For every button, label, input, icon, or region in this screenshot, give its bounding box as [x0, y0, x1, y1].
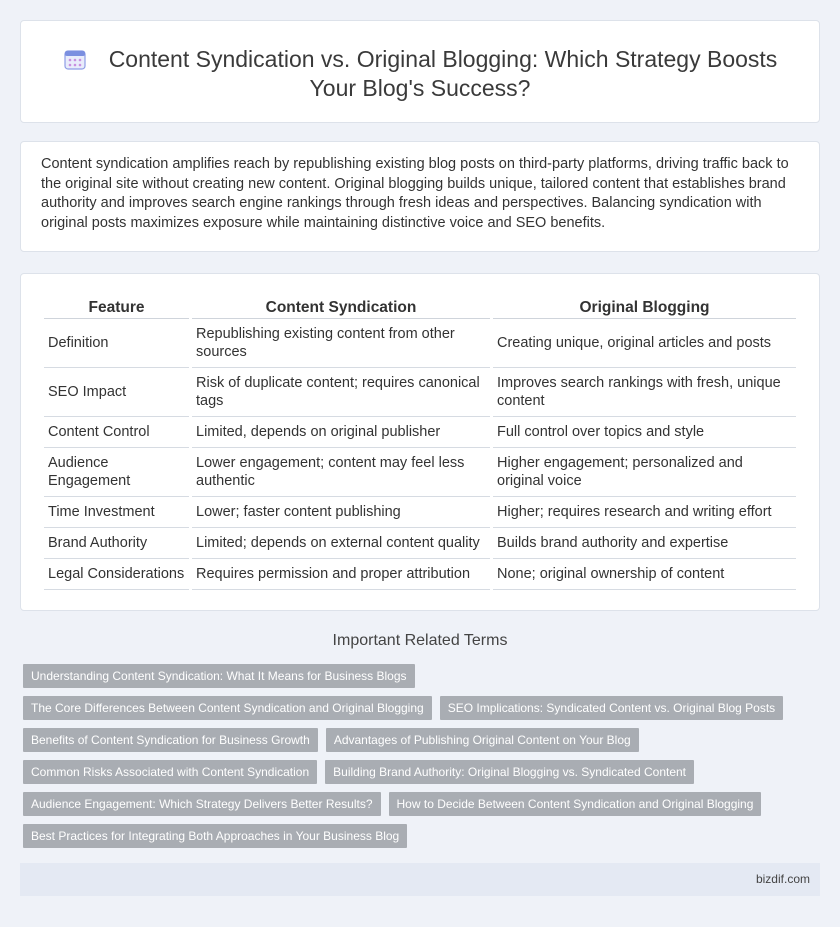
original-cell: Builds brand authority and expertise: [493, 528, 796, 559]
syndication-cell: Republishing existing content from other sources: [192, 319, 490, 368]
original-cell: Full control over topics and style: [493, 417, 796, 448]
header-card: [20, 20, 820, 123]
original-cell: Improves search rankings with fresh, unique content: [493, 368, 796, 417]
comparison-table: [41, 297, 799, 590]
table-row: [44, 559, 796, 590]
feature-cell: Audience Engagement: [44, 448, 189, 497]
feature-cell: Definition: [44, 319, 189, 368]
header-feature: Feature: [44, 297, 189, 319]
calendar-icon: [63, 47, 87, 71]
related-term-tag[interactable]: SEO Implications: Syndicated Content vs. Original Blog Posts: [440, 696, 784, 720]
footer: [20, 863, 820, 896]
original-cell: Higher engagement; personalized and original voice: [493, 448, 796, 497]
related-terms-title: Important Related Terms: [332, 632, 508, 649]
intro-paragraph: Content syndication amplifies reach by republishing existing blog posts on third-party platforms, driving traffic back to the original site without creating new content. Original blogging builds unique, tailored content that establishes brand authority and improves search engine rankings through fresh ideas and perspectives. Balancing syndication with original posts maximizes exposure while maintaining distinctive voice and SEO benefits.: [41, 156, 789, 231]
syndication-cell: Requires permission and proper attribution: [192, 559, 490, 590]
intro-card: [20, 141, 820, 252]
related-term-tag[interactable]: Audience Engagement: Which Strategy Delivers Better Results?: [23, 792, 381, 816]
syndication-cell: Limited; depends on external content quality: [192, 528, 490, 559]
table-row: [44, 417, 796, 448]
related-term-tag[interactable]: Advantages of Publishing Original Content on Your Blog: [326, 728, 639, 752]
original-cell: Higher; requires research and writing effort: [493, 497, 796, 528]
original-cell: None; original ownership of content: [493, 559, 796, 590]
related-term-tag[interactable]: How to Decide Between Content Syndication and Original Blogging: [389, 792, 762, 816]
table-header-row: [44, 297, 796, 319]
footer-site-link[interactable]: bizdif.com: [755, 872, 810, 886]
header-original-blogging: Original Blogging: [493, 297, 796, 319]
related-term-tag[interactable]: Common Risks Associated with Content Syndication: [23, 760, 317, 784]
related-term-tag[interactable]: The Core Differences Between Content Syndication and Original Blogging: [23, 696, 432, 720]
related-term-tag[interactable]: Building Brand Authority: Original Blogging vs. Syndicated Content: [325, 760, 694, 784]
related-term-tag[interactable]: Understanding Content Syndication: What It Means for Business Blogs: [23, 664, 415, 688]
related-terms-list: [23, 664, 803, 856]
related-term-tag[interactable]: Benefits of Content Syndication for Business Growth: [23, 728, 318, 752]
table-row: [44, 497, 796, 528]
feature-cell: SEO Impact: [44, 368, 189, 417]
syndication-cell: Lower engagement; content may feel less authentic: [192, 448, 490, 497]
table-row: [44, 528, 796, 559]
header-content-syndication: Content Syndication: [192, 297, 490, 319]
related-term-tag[interactable]: Best Practices for Integrating Both Approaches in Your Business Blog: [23, 824, 407, 848]
original-cell: Creating unique, original articles and posts: [493, 319, 796, 368]
table-row: [44, 319, 796, 368]
table-row: [44, 448, 796, 497]
syndication-cell: Lower; faster content publishing: [192, 497, 490, 528]
feature-cell: Legal Considerations: [44, 559, 189, 590]
syndication-cell: Risk of duplicate content; requires canonical tags: [192, 368, 490, 417]
comparison-card: [20, 273, 820, 611]
syndication-cell: Limited, depends on original publisher: [192, 417, 490, 448]
page-title: Content Syndication vs. Original Blogging: Which Strategy Boosts Your Blog's Success?: [108, 46, 778, 101]
feature-cell: Brand Authority: [44, 528, 189, 559]
table-row: [44, 368, 796, 417]
page-title-wrap: [51, 45, 789, 103]
feature-cell: Content Control: [44, 417, 189, 448]
feature-cell: Time Investment: [44, 497, 189, 528]
